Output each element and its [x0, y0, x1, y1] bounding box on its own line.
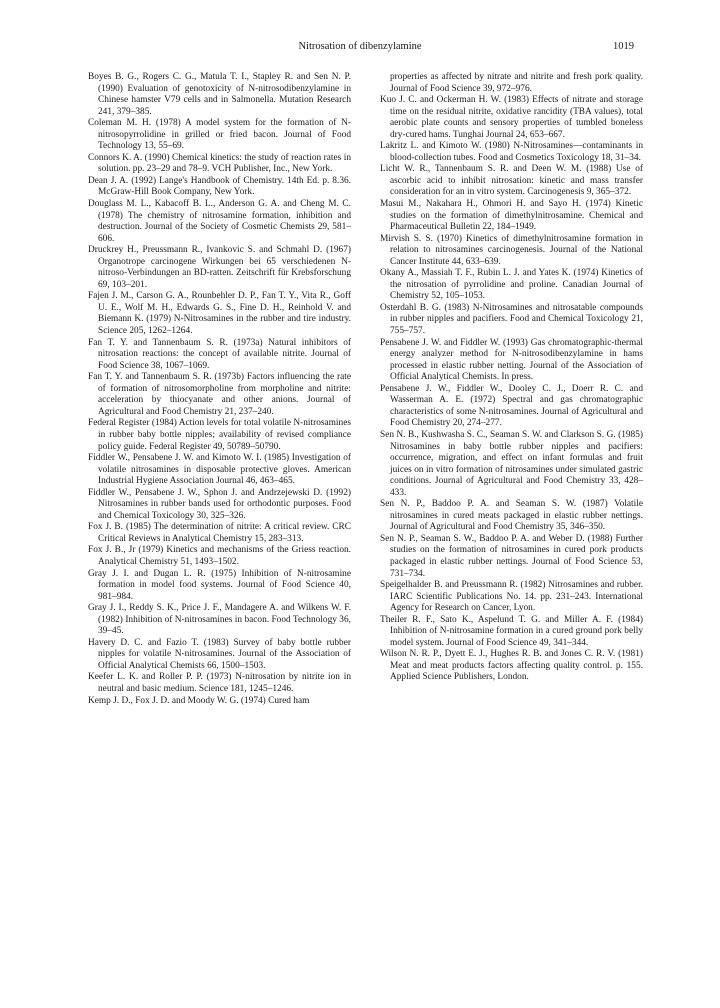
- reference-entry: Coleman M. H. (1978) A model system for the formation of N-nitrosopyrrolidine in grilled or fried bacon. Journal of Food Technology 13, 55–69.: [88, 118, 351, 152]
- reference-entry: Boyes B. G., Rogers C. G., Matula T. I., Stapley R. and Sen N. P. (1990) Evaluation of genotoxicity of N-nitrosodibenzylamine in Chinese hamster V79 cells and in Salmonella. Mutation Research 241, 379–385.: [88, 72, 351, 117]
- reference-entry: Federal Register (1984) Action levels for total volatile N-nitrosamines in rubber baby bottle nipples; availability of revised compliance policy guide. Federal Register 49, 50789–50790.: [88, 418, 351, 452]
- reference-entry: Druckrey H., Preussmann R., Ivankovic S. and Schmahl D. (1967) Organotrope carcinogene Wirkungen bei 65 verschiedenen N-nitroso-Verbindungen an BD-ratten. Zeitschrift für Krebsforschung 69, 103–201.: [88, 245, 351, 290]
- reference-continuation: properties as affected by nitrate and nitrite and fresh pork quality. Journal of Food Science 39, 972–976.: [390, 72, 643, 94]
- reference-entry: Dean J. A. (1992) Lange's Handbook of Chemistry. 14th Ed. p. 8.36. McGraw-Hill Book Company, New York.: [88, 175, 351, 198]
- reference-entry: Kuo J. C. and Ockerman H. W. (1983) Effects of nitrate and storage time on the residual nitrite, oxidative rancidity (TBA values), total aerobic plate counts and sensory properties of tumbled boneless dry-cured hams. Tunghai Journal 24, 653–667.: [380, 95, 643, 140]
- running-title: Nitrosation of dibenzylamine: [298, 41, 422, 52]
- reference-entry: Fox J. B., Jr (1979) Kinetics and mechanisms of the Griess reaction. Analytical Chemistry 51, 1493–1502.: [88, 545, 351, 567]
- reference-entry: Sen N. P., Baddoo P. A. and Seaman S. W. (1987) Volatile nitrosamines in cured meats packaged in elastic rubber nettings. Journal of Agricultural and Food Chemistry 35, 346–350.: [380, 499, 643, 533]
- reference-entry: Fan T. Y. and Tannenbaum S. R. (1973a) Natural inhibitors of nitrosation reactions: the concept of available nitrite. Journal of Food Science 38, 1067–1069.: [88, 337, 351, 371]
- reference-entry: Theiler R. F., Sato K., Aspelund T. G. and Miller A. F. (1984) Inhibition of N-nitrosamine formation in a cured ground pork belly model system. Journal of Food Science 49, 341–344.: [380, 614, 643, 648]
- reference-entry: Douglass M. L., Kabacoff B. L., Anderson G. A. and Cheng M. C. (1978) The chemistry of nitrosamine formation, inhibition and destruction. Journal of the Society of Cosmetic Chemists 29, 581–606.: [88, 199, 351, 244]
- reference-entry: Speigelhalder B. and Preussmann R. (1982) Nitrosamines and rubber. IARC Scientific Publications No. 14. pp. 231–243. International Agency for Research on Cancer, Lyon.: [380, 580, 643, 614]
- reference-entry: Kemp J. D., Fox J. D. and Moody W. G. (1974) Cured ham: [88, 695, 310, 706]
- reference-entry: Wilson N. R. P., Dyett E. J., Hughes R. B. and Jones C. R. V. (1981) Meat and meat products factors affecting quality control. p. 155. Applied Science Publishers, London.: [380, 649, 643, 683]
- references-column-left: [88, 72, 351, 707]
- reference-entry: Fan T. Y. and Tannenbaum S. R. (1973b) Factors influencing the rate of formation of nitrosomorpholine from morpholine and nitrite: acceleration by thiocyanate and other anions. Journal of Agricultural and Food Chemistry 21, 237–240.: [88, 372, 351, 417]
- reference-entry: Sen N. B., Kushwasha S. C., Seaman S. W. and Clarkson S. G. (1985) Nitrosamines in baby bottle rubber nipples and pacifiers: occurrence, migration, and effect on infant formulas and fruit juices on in vitro formation of nitrosamines under simulated gastric conditions. Journal of Agricultural and Food Chemistry 33, 428–433.: [380, 429, 643, 498]
- reference-entry: Mirvish S. S. (1970) Kinetics of dimethylnitrosamine formation in relation to nitrosamines carcinogenesis. Journal of the National Cancer Institute 44, 633–639.: [380, 233, 643, 267]
- reference-entry: Fiddler W., Pensabene J. W., Sphon J. and Andrzejewski D. (1992) Nitrosamines in rubber bands used for orthodontic purposes. Food and Chemical Toxicology 30, 325–326.: [88, 487, 351, 521]
- references-column-right: [380, 72, 643, 684]
- reference-entry: Lakritz L. and Kimoto W. (1980) N-Nitrosamines—contaminants in blood-collection tubes. Food and Cosmetics Toxicology 18, 31–34.: [380, 141, 643, 163]
- reference-entry: Gray J. I., Reddy S. K., Price J. F., Mandagere A. and Wilkens W. F. (1982) Inhibition of N-nitrosamines in bacon. Food Technology 36, 39–45.: [88, 603, 351, 637]
- reference-entry: Fox J. B. (1985) The determination of nitrite: A critical review. CRC Critical Reviews in Analytical Chemistry 15, 283–313.: [88, 522, 351, 544]
- reference-entry: Pensabene J. W., Fiddler W., Dooley C. J., Doerr R. C. and Wasserman A. E. (1972) Spectral and gas chromatographic characteristics of some N-nitrosamines. Journal of Agricultural and Food Chemistry 20, 274–277.: [380, 383, 643, 429]
- reference-entry: Sen N. P., Seaman S. W., Baddoo P. A. and Weber D. (1988) Further studies on the formation of nitrosamines in cured pork products packaged in elastic rubber nettings. Journal of Food Science 53, 731–734.: [380, 533, 643, 579]
- page-number: 1019: [613, 41, 634, 52]
- reference-entry: Masui M., Nakahara H., Ohmori H. and Sayo H. (1974) Kinetic studies on the formation of dimethylnitrosamine. Chemical and Pharmaceutical Bulletin 22, 184–1949.: [380, 199, 643, 233]
- reference-entry: Pensabene J. W. and Fiddler W. (1993) Gas chromatographic-thermal energy analyzer method for N-nitrosodibenzylamine in hams processed in elastic rubber netting. Journal of the Association of Official Analytical Chemists. In press.: [380, 337, 643, 383]
- reference-entry: Osterdahl B. G. (1983) N-Nitrosamines and nitrosatable compounds in rubber nipples and pacifiers. Food and Chemical Toxicology 21, 755–757.: [380, 302, 643, 337]
- reference-entry: Fajen J. M., Carson G. A., Rounbehler D. P., Fan T. Y., Vita R., Goff U. E., Wolf M. H., Edwards G. S., Fine D. H., Reinhold V. and Biemann K. (1979) N-Nitrosamines in the rubber and tire industry. Science 205, 1262–1264.: [88, 291, 351, 337]
- reference-entry: Licht W. R., Tannenbaum S. R. and Deen W. M. (1988) Use of ascorbic acid to inhibit nitrosation: kinetic and mass transfer consideration for an in vitro system. Carcinogenesis 9, 365–372.: [380, 164, 643, 198]
- reference-entry: Okany A., Massiah T. F., Rubin L. J. and Yates K. (1974) Kinetics of the nitrosation of pyrrolidine and proline. Canadian Journal of Chemistry 52, 105–1053.: [380, 268, 643, 302]
- reference-entry: Connors K. A. (1990) Chemical kinetics: the study of reaction rates in solution. pp. 23–29 and 78–9. VCH Publisher, Inc., New York.: [88, 152, 351, 175]
- reference-entry: Keefer L. K. and Roller P. P. (1973) N-nitrosation by nitrite ion in neutral and basic medium. Science 181, 1245–1246.: [88, 672, 351, 694]
- reference-entry: Havery D. C. and Fazio T. (1983) Survey of baby bottle rubber nipples for volatile N-nitrosamines. Journal of the Association of Official Analytical Chemists 66, 1500–1503.: [88, 637, 351, 671]
- reference-entry: Fiddler W., Pensabene J. W. and Kimoto W. I. (1985) Investigation of volatile nitrosamines in disposable protective gloves. American Industrial Hygiene Association Journal 46, 463–465.: [88, 453, 351, 487]
- reference-entry: Gray J. I. and Dugan L. R. (1975) Inhibition of N-nitrosamine formation in model food systems. Journal of Food Science 40, 981–984.: [88, 568, 351, 602]
